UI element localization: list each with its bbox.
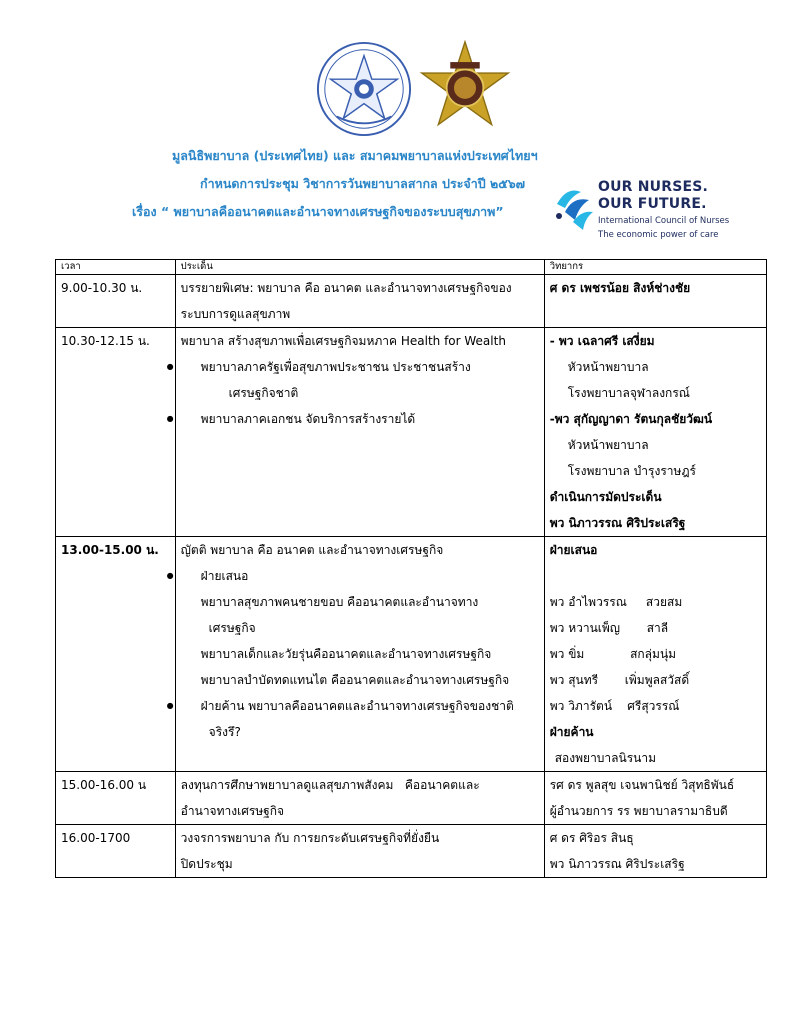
table-row — [56, 328, 767, 537]
nurses-foundation-emblem-icon — [315, 40, 413, 138]
header-line-meeting: กำหนดการประชุม วิชาการวันพยาบาลสากล ประจำปี ๒๕๖๗ — [200, 176, 526, 191]
speaker-name: พว วิภารัตน์ ศรีสุวรรณ์ — [549, 699, 680, 713]
topic-bullet: ● พยาบาลภาคเอกชน จัดบริการสร้างรายได้ — [181, 406, 539, 432]
table-row — [56, 772, 767, 825]
speaker-name: พว นิภาวรรณ ศิริประเสริฐ — [549, 857, 685, 871]
topic-cell — [175, 537, 544, 772]
speakers-cell — [544, 275, 766, 328]
icn-tagline-1: OUR NURSES. — [598, 179, 709, 195]
icn-tagline-2: OUR FUTURE. — [598, 196, 707, 212]
opposition-label: ฝ่ายค้าน — [549, 725, 594, 739]
topic-line: พยาบาล สร้างสุขภาพเพื่อเศรษฐกิจมหภาค Health for Wealth — [180, 334, 506, 348]
time-text: 15.00-16.00 น — [61, 778, 147, 792]
speaker-name: ศ ดร ศิริอร สินธุ — [549, 831, 634, 845]
time-cell — [56, 825, 176, 878]
speaker-name: สองพยาบาลนิรนาม — [554, 751, 657, 765]
topic-line: พยาบาลบำบัดทดแทนไต คืออนาคตและอำนาจทางเศรษฐกิจ — [200, 673, 510, 687]
logos — [315, 40, 515, 140]
topic-line: อำนาจทางเศรษฐกิจ — [180, 804, 285, 818]
speaker-name: - พว เฉลาศรี เสงี่ยม — [549, 334, 655, 348]
icn-theme: The economic power of care — [598, 230, 719, 240]
speaker-name: พว นิภาวรรณ ศิริประเสริฐ — [549, 516, 686, 530]
speakers-cell — [544, 772, 766, 825]
topic-line: เศรษฐกิจชาติ — [228, 386, 299, 400]
topic-line: ระบบการดูแลสุขภาพ — [180, 307, 291, 321]
spacer — [550, 563, 761, 589]
time-text: 9.00-10.30 น. — [61, 281, 143, 295]
agenda-table — [55, 259, 767, 878]
moderator-label: ดำเนินการมัดประเด็น — [549, 490, 662, 504]
icn-logo — [551, 178, 731, 250]
topic-line: พยาบาลเด็กและวัยรุ่นคืออนาคตและอำนาจทางเศรษฐกิจ — [200, 647, 492, 661]
table-header-row — [56, 260, 767, 275]
icn-organization-name: International Council of Nurses — [598, 216, 730, 226]
speaker-position: หัวหน้าพยาบาล — [567, 360, 649, 374]
table-row — [56, 537, 767, 772]
time-cell — [56, 328, 176, 537]
topic-cell — [175, 328, 544, 537]
time-cell — [56, 772, 176, 825]
speaker-position: โรงพยาบาลจุฬาลงกรณ์ — [567, 386, 690, 400]
time-text: 13.00-15.00 น. — [61, 543, 159, 557]
topic-line: พยาบาลสุขภาพคนชายขอบ คืออนาคตและอำนาจทาง — [200, 595, 479, 609]
speakers-cell — [544, 537, 766, 772]
header-topic: ประเด็น — [175, 260, 544, 275]
header-time: เวลา — [56, 260, 176, 275]
speaker-name: พว หวานเพ็ญ สาลี — [549, 621, 669, 635]
topic-bullet: ● ฝ่ายค้าน พยาบาลคืออนาคตและอำนาจทางเศรษฐกิจของชาติ — [181, 693, 539, 719]
speaker-name: ศ ดร เพชรน้อย สิงห์ช่างชัย — [549, 281, 691, 295]
speaker-position: ผู้อำนวยการ รร พยาบาลรามาธิบดี — [549, 804, 728, 818]
topic-bullet: ● พยาบาลภาครัฐเพื่อสุขภาพประชาชน ประชาชนสร้าง — [181, 354, 539, 380]
speaker-position: หัวหน้าพยาบาล — [567, 438, 649, 452]
speaker-name: พว อำไพวรรณ สวยสม — [549, 595, 683, 609]
time-text: 10.30-12.15 น. — [61, 334, 150, 348]
speakers-cell — [544, 328, 766, 537]
speakers-cell — [544, 825, 766, 878]
speaker-name: พว สุนทรี เพิ่มพูลสวัสดิ์ — [549, 673, 690, 687]
topic-line: ปิดประชุม — [180, 857, 233, 871]
topic-line: ญัตติ พยาบาล คือ อนาคต และอำนาจทางเศรษฐกิจ — [180, 543, 444, 557]
speaker-name: -พว สุกัญญาดา รัตนกุลชัยวัฒน์ — [549, 412, 713, 426]
topic-line: บรรยายพิเศษ: พยาบาล คือ อนาคต และอำนาจทางเศรษฐกิจของ — [180, 281, 512, 295]
topic-line: เศรษฐกิจ — [208, 621, 256, 635]
proposition-label: ฝ่ายเสนอ — [549, 543, 598, 557]
header-line-subject: เรื่อง “ พยาบาลคืออนาคตและอำนาจทางเศรษฐกิจของระบบสุขภาพ” — [132, 204, 504, 219]
time-cell — [56, 537, 176, 772]
topic-bullet: ● ฝ่ายเสนอ — [181, 563, 539, 589]
icn-swirl-icon — [551, 182, 595, 232]
topic-line: วงจรการพยาบาล กับ การยกระดับเศรษฐกิจที่ยั่งยืน — [180, 831, 440, 845]
nurses-association-star-emblem-icon — [419, 40, 511, 132]
table-row — [56, 825, 767, 878]
topic-cell — [175, 275, 544, 328]
speaker-name: พว ขิ่ม สกลุ่มนุ่ม — [549, 647, 677, 661]
header-line-organizers: มูลนิธิพยาบาล (ประเทศไทย) และ สมาคมพยาบาลแห่งประเทศไทยฯ — [172, 148, 538, 163]
speaker-name: รศ ดร พูลสุข เจนพานิชย์ วิสุทธิพันธ์ — [549, 778, 735, 792]
time-text: 16.00-1700 — [61, 831, 131, 845]
topic-line: จริงรึ? — [208, 725, 241, 739]
header-speakers: วิทยากร — [544, 260, 766, 275]
time-cell — [56, 275, 176, 328]
topic-line: ลงทุนการศึกษาพยาบาลดูแลสุขภาพสังคม คืออนาคตและ — [180, 778, 480, 792]
topic-cell — [175, 772, 544, 825]
speaker-position: โรงพยาบาล บำรุงราษฎร์ — [567, 464, 696, 478]
table-row — [56, 275, 767, 328]
topic-cell — [175, 825, 544, 878]
